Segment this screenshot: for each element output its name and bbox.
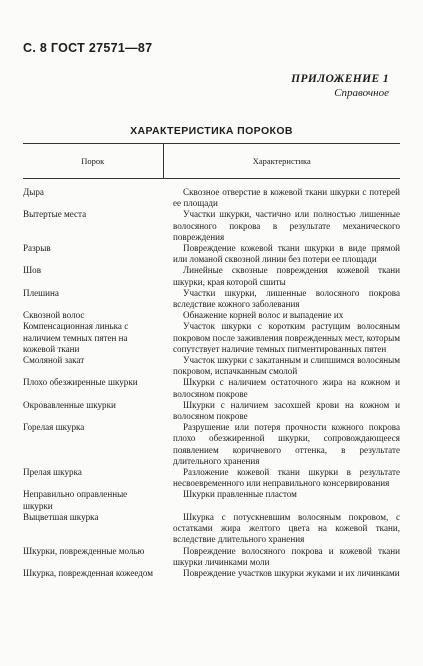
defect-name: Выцветшая шкурка [23,511,99,522]
defect-description: Разрушение или потеря прочности кожного покрова плохо обезжиренной шкурки, сопровождающееся появлением коричневого оттенка, в результате длительного хранения [173,422,400,466]
table-row [23,321,400,355]
defect-name: Сквозной волос [23,310,85,321]
defect-description: Обнажение корней волос и выпадение их [183,310,344,321]
table-row [23,467,400,489]
table-row [23,288,400,310]
defect-name: Прелая шкурка [23,467,82,478]
table-row [23,422,400,467]
table-row [23,568,400,579]
appendix-block [291,72,389,100]
table-row [23,179,400,210]
defect-description: Участок шкурки с закатанным и слипшимся волосяным покровом, испачканным смолой [173,355,400,377]
table-header-row [23,144,400,179]
defect-description: Шкурки с наличием засохшей крови на кожном и волосяном покрове [173,399,400,422]
defect-name: Плохо обезжиренные шкурки [23,377,138,388]
defect-name: Неправильно оправленные шкурки [23,489,128,511]
defect-name: Окровавленные шкурки [23,399,116,410]
defects-table [23,143,400,579]
defect-description: Шкурки с наличием остаточного жира на кожном и волосяном покрове [173,377,400,399]
table-row [23,377,400,399]
column-header-defect: Порок [23,144,163,179]
defect-name: Вытертые места [23,209,87,220]
page-header: С. 8 ГОСТ 27571—87 [23,41,153,55]
table-row [23,310,400,321]
table-row [23,512,400,546]
defect-name: Дыра [23,187,44,197]
defect-description: Участки шкурки, лишенные волосяного покрова вследствие кожного заболевания [173,287,400,310]
defect-description: Повреждение волосяного покрова и кожевой ткани шкурки личинками моли [173,545,400,567]
defect-description: Линейные сквозные повреждения кожевой ткани шкурки, края которой сшиты [173,265,400,287]
table-row [23,400,400,422]
table-row [23,243,400,265]
table-row [23,265,400,287]
document-title: ХАРАКТЕРИСТИКА ПОРОКОВ [130,125,293,137]
defect-name: Шкурки, поврежденные молью [23,545,145,556]
defect-description: Повреждение участков шкурки жуками и их личинками [183,567,400,578]
column-header-characteristic: Характеристика [163,144,400,179]
defect-name: Плешина [23,287,59,298]
defect-description: Участок шкурки с коротким растущим волосяным покровом после заживления поврежденных мест, которым сопутствует наличие темных пигментированных пятен [173,321,400,354]
table-row [23,546,400,568]
table-row [23,209,400,243]
defect-name: Шкурка, поврежденная кожеедом [23,567,154,578]
table-row [23,355,400,377]
defect-description: Повреждение кожевой ткани шкурки в виде прямой или ломаной сквозной линии без потери ее площади [173,243,400,265]
defect-name: Компенсационная линька с наличием темных пятен на кожевой ткани [23,321,129,354]
appendix-title: ПРИЛОЖЕНИЕ 1 [291,73,389,85]
appendix-subtitle: Справочное [334,87,389,99]
defect-description: Шкурки правленные пластом [183,489,297,500]
defect-description: Сквозное отверстие в кожевой ткани шкурки с потерей ее площади [173,187,400,209]
defect-name: Разрыв [23,243,51,254]
defect-description: Разложение кожевой ткани шкурки в результате несвоевременного или неправильного консервирования [173,467,400,489]
defect-name: Смоляной закат [23,355,85,366]
table-row [23,489,400,511]
defect-name: Горелая шкурка [23,422,85,433]
defect-description: Шкурка с потускневшим волосяным покровом, с остатками жира желтого цвета на кожевой ткани, вследствие длительного хранения [173,511,400,545]
defect-description: Участки шкурки, частично или полностью лишенные волосяного покрова в результате механического повреждения [173,209,400,242]
defect-name: Шов [23,265,42,276]
